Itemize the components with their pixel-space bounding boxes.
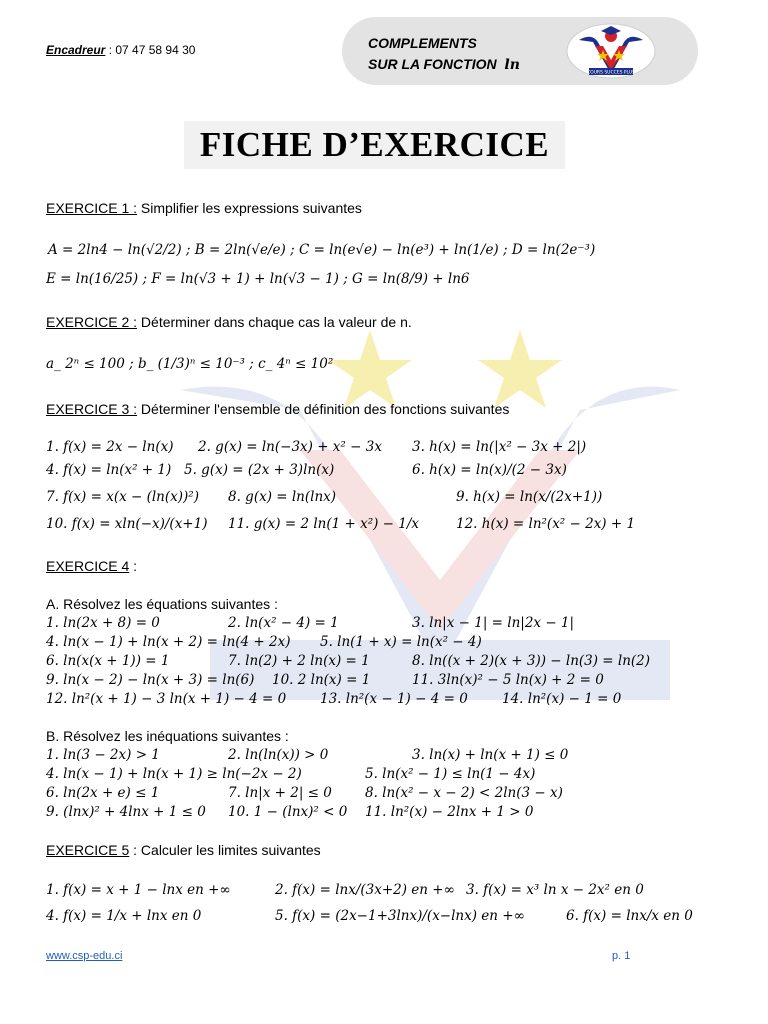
- ex5-item-2: 2. f(x) = lnx/(3x+2) en +∞: [275, 882, 455, 898]
- ex4a-item-5: 5. ln(1 + x) = ln(x² − 4): [320, 634, 482, 650]
- exercise-2-instruction: Déterminer dans chaque cas la valeur de n.: [137, 314, 412, 330]
- ex4b-item-6: 6. ln(2x + e) ≤ 1: [46, 785, 160, 801]
- exercise-2-heading: EXERCICE 2 :: [46, 314, 138, 330]
- ex3-item-6: 6. h(x) = ln(x)/(2 − 3x): [412, 462, 567, 478]
- topic-ln: ln: [504, 57, 520, 73]
- ex3-item-7: 7. f(x) = x(x − (ln(x))²): [46, 489, 199, 505]
- exercise-5-heading-line: [46, 842, 321, 858]
- ex4a-item-9: 9. ln(x − 2) − ln(x + 3) = ln(6): [46, 672, 255, 688]
- ex4b-item-5: 5. ln(x² − 1) ≤ ln(1 − 4x): [365, 766, 536, 782]
- website-link[interactable]: www.csp-edu.ci: [46, 950, 123, 962]
- exercise-3-heading-line: [46, 401, 509, 417]
- ex3-item-3: 3. h(x) = ln(|x² − 3x + 2|): [412, 439, 587, 455]
- exercise-5-heading: EXERCICE 5: [46, 842, 130, 858]
- ex5-item-3: 3. f(x) = x³ ln x − 2x² en 0: [466, 882, 644, 898]
- ex4a-item-4: 4. ln(x − 1) + ln(x + 2) = ln(4 + 2x): [46, 634, 291, 650]
- ex5-item-4: 4. f(x) = 1/x + lnx en 0: [46, 908, 202, 924]
- ex4a-item-8: 8. ln((x + 2)(x + 3)) − ln(3) = ln(2): [412, 653, 651, 669]
- ex4a-item-2: 2. ln(x² − 4) = 1: [228, 615, 339, 631]
- ex4a-item-12: 12. ln²(x + 1) − 3 ln(x + 1) − 4 = 0: [46, 691, 287, 707]
- ex5-item-6: 6. f(x) = lnx/x en 0: [566, 908, 693, 924]
- ex4a-item-7: 7. ln(2) + 2 ln(x) = 1: [228, 653, 370, 669]
- page-number: p. 1: [612, 950, 631, 962]
- ex3-item-9: 9. h(x) = ln(x/(2x+1)): [456, 489, 603, 505]
- exercise-2-line-1: a_ 2ⁿ ≤ 100 ; b_ (1/3)ⁿ ≤ 10⁻³ ; c_ 4ⁿ ≤ 10²: [46, 356, 334, 372]
- exercise-1-line-2: E = ln(16/25) ; F = ln(√3 + 1) + ln(√3 − 1) ; G = ln(8/9) + ln6: [46, 271, 470, 287]
- ex4b-item-7: 7. ln|x + 2| ≤ 0: [228, 785, 332, 801]
- ex5-item-5: 5. f(x) = (2x−1+3lnx)/(x−lnx) en +∞: [275, 908, 525, 924]
- exercise-3-heading: EXERCICE 3 :: [46, 401, 138, 417]
- exercise-3-instruction: Déterminer l'ensemble de définition des fonctions suivantes: [137, 401, 510, 417]
- ex3-item-11: 11. g(x) = 2 ln(1 + x²) − 1/x: [228, 516, 420, 532]
- ex4a-item-10: 10. 2 ln(x) = 1: [272, 672, 371, 688]
- ex4b-item-10: 10. 1 − (lnx)² < 0: [228, 804, 348, 820]
- encadreur-label: Encadreur: [46, 43, 106, 57]
- ex3-item-2: 2. g(x) = ln(−3x) + x² − 3x: [198, 439, 382, 455]
- exercise-4-heading: EXERCICE 4: [46, 558, 130, 574]
- ex3-item-10: 10. f(x) = xln(−x)/(x+1): [46, 516, 208, 532]
- ex4b-item-11: 11. ln²(x) − 2lnx + 1 > 0: [365, 804, 534, 820]
- exercise-1-line-1: A = 2ln4 − ln(√2/2) ; B = 2ln(√e/e) ; C = ln(e√e) − ln(e³) + ln(1/e) ; D = ln(2e⁻³): [48, 242, 596, 258]
- exercise-4-heading-line: EXERCICE 4 :: [46, 558, 138, 574]
- topic-line-1: COMPLEMENTS: [368, 35, 477, 51]
- exercise-1-heading: EXERCICE 1 :: [46, 200, 138, 216]
- topic-line-2: SUR LA FONCTION ln: [368, 56, 520, 73]
- ex3-item-1: 1. f(x) = 2x − ln(x): [46, 439, 174, 455]
- ex5-item-1: 1. f(x) = x + 1 − lnx en +∞: [46, 882, 231, 898]
- ex4a-item-3: 3. ln|x − 1| = ln|2x − 1|: [412, 615, 575, 631]
- ex4a-item-1: 1. ln(2x + 8) = 0: [46, 615, 160, 631]
- ex4a-item-14: 14. ln²(x) − 1 = 0: [502, 691, 622, 707]
- exercise-1-heading-line: [46, 200, 362, 216]
- ex4b-item-8: 8. ln(x² − x − 2) < 2ln(3 − x): [365, 785, 563, 801]
- ex3-item-4: 4. f(x) = ln(x² + 1): [46, 462, 172, 478]
- ex4a-item-13: 13. ln²(x − 1) − 4 = 0: [320, 691, 468, 707]
- exercise-5-instruction: : Calculer les limites suivantes: [129, 842, 321, 858]
- encadreur-contact: [46, 43, 195, 57]
- ex3-item-8: 8. g(x) = ln(lnx): [228, 489, 337, 505]
- school-logo: [565, 22, 657, 80]
- ex3-item-5: 5. g(x) = (2x + 3)ln(x): [184, 462, 335, 478]
- page-title: FICHE D’EXERCICE: [184, 121, 565, 169]
- ex4b-item-1: 1. ln(3 − 2x) > 1: [46, 747, 160, 763]
- exercise-1-instruction: Simplifier les expressions suivantes: [137, 200, 362, 216]
- ex4b-item-4: 4. ln(x − 1) + ln(x + 1) ≥ ln(−2x − 2): [46, 766, 302, 782]
- exercise-2-heading-line: [46, 314, 412, 330]
- ex4b-item-2: 2. ln(ln(x)) > 0: [228, 747, 329, 763]
- ex4-part-a-title: A. Résolvez les équations suivantes :: [46, 596, 278, 612]
- encadreur-phone: : 07 47 58 94 30: [105, 43, 196, 57]
- ex4a-item-6: 6. ln(x(x + 1)) = 1: [46, 653, 170, 669]
- ex4-part-b-title: B. Résolvez les inéquations suivantes :: [46, 728, 289, 744]
- ex4b-item-3: 3. ln(x) + ln(x + 1) ≤ 0: [412, 747, 569, 763]
- topic-title: [368, 33, 520, 76]
- ex3-item-12: 12. h(x) = ln²(x² − 2x) + 1: [456, 516, 636, 532]
- ex4b-item-9: 9. (lnx)² + 4lnx + 1 ≤ 0: [46, 804, 206, 820]
- ex4a-item-11: 11. 3ln(x)² − 5 ln(x) + 2 = 0: [412, 672, 604, 688]
- logo-text: COURS SUCCES PLUS: [586, 70, 636, 76]
